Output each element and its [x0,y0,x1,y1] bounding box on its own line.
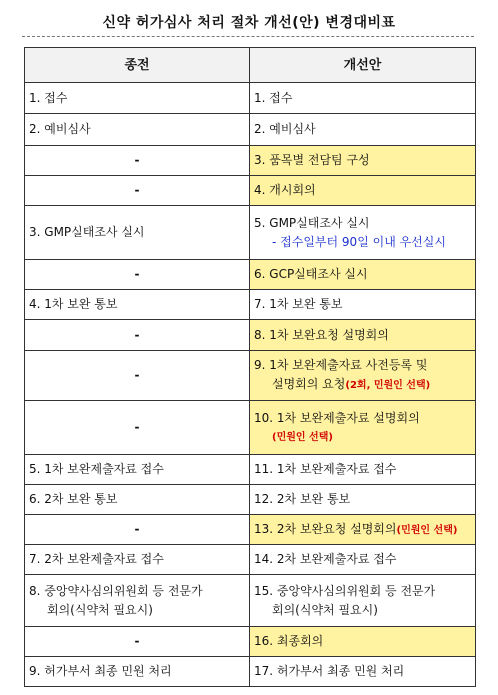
before-cell: 9. 허가부서 최종 민원 처리 [25,657,250,687]
before-cell-continuation: 회의(식약처 필요시) [47,602,153,617]
before-cell: - [25,176,250,206]
before-cell: - [25,401,250,455]
after-cell-red-note: (2회, 민원인 선택) [345,380,431,391]
after-cell-continuation [254,375,471,395]
before-cell: - [25,260,250,290]
after-cell: 12. 2차 보완 통보 [250,485,476,515]
after-cell: 14. 2차 보완제출자료 접수 [250,545,476,575]
after-cell: 7. 1차 보완 통보 [250,290,476,320]
before-cell: 7. 2차 보완제출자료 접수 [25,545,250,575]
table-row [25,114,476,146]
after-cell-text: 5. GMP실태조사 실시 [254,215,370,230]
document-title: 신약 허가심사 처리 절차 개선(안) 변경대비표 [102,15,396,31]
after-cell: 6. GCP실태조사 실시 [250,260,476,290]
after-cell-text: 10. 1차 보완제출자료 설명회의 [254,410,420,425]
after-cell-text: 9. 1차 보완제출자료 사전등록 및 [254,358,428,372]
before-cell: - [25,320,250,351]
after-cell [250,351,476,401]
after-cell [250,575,476,627]
after-cell [250,515,476,545]
header-before: 종전 [25,48,250,83]
after-cell-text: 15. 중앙약사심의위원회 등 전문가 [254,583,436,598]
after-cell-continuation: 회의(식약처 필요시) [272,602,378,617]
header-after: 개선안 [250,48,476,83]
table-row [25,83,476,114]
before-cell: - [25,351,250,401]
before-cell: 2. 예비심사 [25,114,250,146]
table-row [25,290,476,320]
before-cell-text: 8. 중앙약사심의위원회 등 전문가 [29,583,203,598]
before-cell: - [25,515,250,545]
after-cell: 17. 허가부서 최종 민원 처리 [250,657,476,687]
table-row [25,401,476,455]
before-cell: 3. GMP실태조사 실시 [25,206,250,260]
after-cell [250,206,476,260]
table-row [25,485,476,515]
table-row [25,627,476,657]
table-header-row [25,48,476,83]
before-cell: 5. 1차 보완제출자료 접수 [25,455,250,485]
after-cell-text: 13. 2차 보완요청 설명회의 [254,521,397,536]
after-cell-cont-text: 설명회의 요청 [272,377,346,391]
after-cell: 4. 개시회의 [250,176,476,206]
table-row [25,515,476,545]
after-cell: 16. 최종회의 [250,627,476,657]
before-cell: 1. 접수 [25,83,250,114]
table-row [25,176,476,206]
table-row [25,351,476,401]
after-cell: 2. 예비심사 [250,114,476,146]
comparison-table [24,47,476,687]
after-cell-red-note: (민원인 선택) [396,524,458,536]
table-row [25,545,476,575]
before-cell: - [25,627,250,657]
after-cell: 11. 1차 보완제출자료 접수 [250,455,476,485]
before-cell: 6. 2차 보완 통보 [25,485,250,515]
after-cell: 3. 품목별 전담팀 구성 [250,146,476,176]
table-row [25,575,476,627]
title-divider [22,36,474,37]
after-cell: 1. 접수 [250,83,476,114]
table-row [25,146,476,176]
table-row [25,320,476,351]
table-row [25,206,476,260]
after-cell [250,401,476,455]
after-cell: 8. 1차 보완요청 설명회의 [250,320,476,351]
table-row [25,657,476,687]
table-row [25,455,476,485]
before-cell: - [25,146,250,176]
table-row [25,260,476,290]
before-cell: 4. 1차 보완 통보 [25,290,250,320]
after-cell-note: - 접수일부터 90일 이내 우선실시 [272,234,446,249]
before-cell [25,575,250,627]
after-cell-red-note: (민원인 선택) [272,431,333,443]
